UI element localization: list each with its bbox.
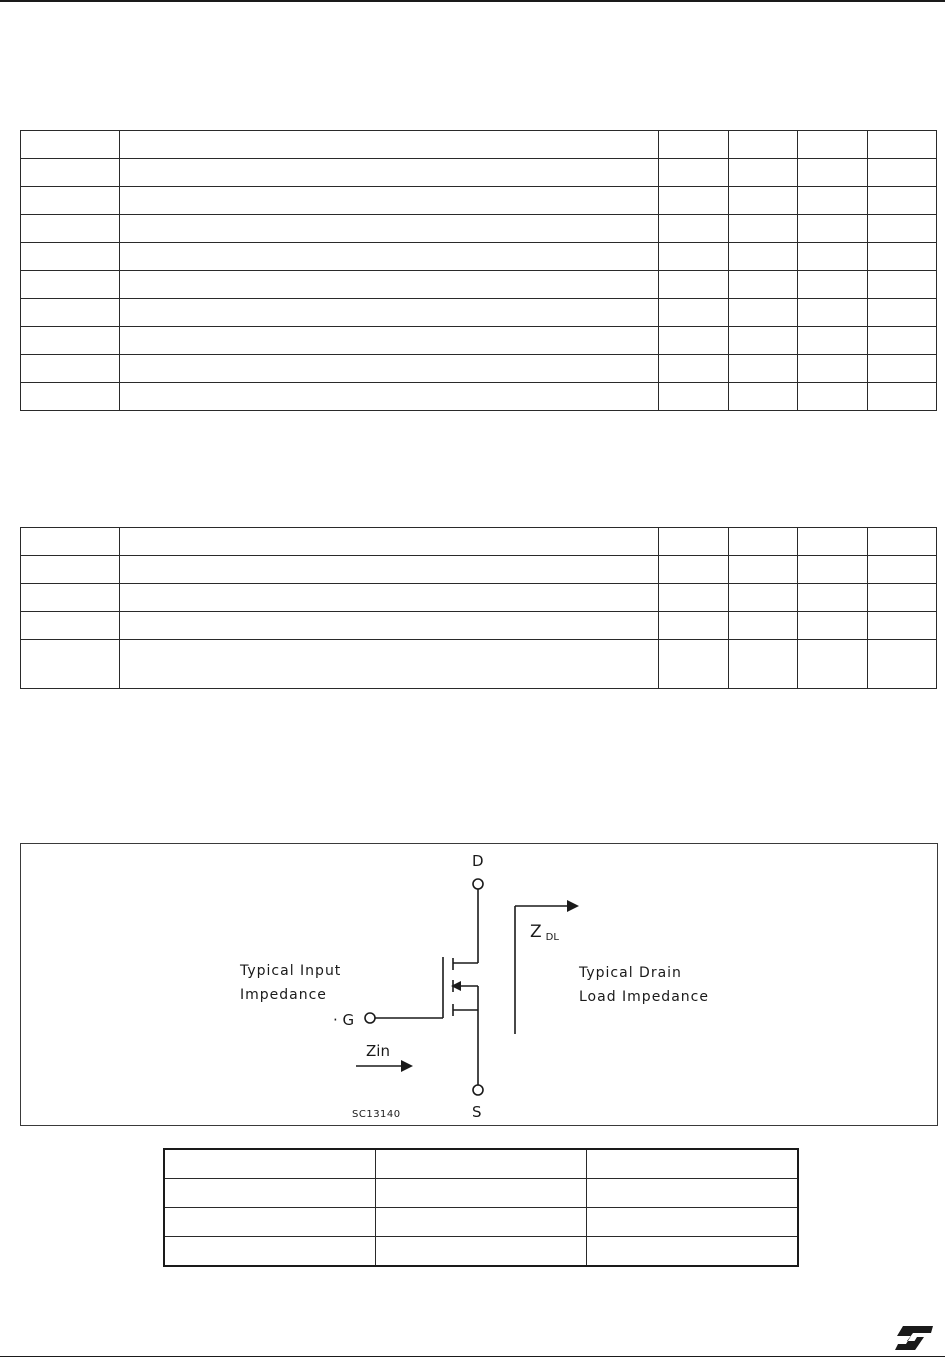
table-cell: [659, 187, 728, 215]
drain-label: D: [472, 852, 484, 870]
st-logo-icon: [893, 1324, 933, 1352]
table-cell: [659, 612, 728, 640]
table-cell: [21, 556, 120, 584]
table-cell: [728, 159, 797, 187]
drain-terminal: [473, 879, 483, 889]
table-row: [21, 383, 937, 411]
source-terminal: [473, 1085, 483, 1095]
table-cell: [867, 159, 936, 187]
table-cell: [867, 640, 936, 689]
table-cell: [867, 383, 936, 411]
table-row: [21, 299, 937, 327]
table-cell: [798, 243, 867, 271]
table-cell: [798, 299, 867, 327]
table-cell: [21, 299, 120, 327]
table-cell: [798, 327, 867, 355]
zin-arrowhead-icon: [401, 1060, 413, 1072]
table-cell: [376, 1179, 587, 1208]
table-cell: [659, 584, 728, 612]
table-cell: [867, 612, 936, 640]
table-cell: [728, 556, 797, 584]
table-cell: [659, 131, 728, 159]
table-cell: [798, 271, 867, 299]
table-row: [21, 271, 937, 299]
table-cell: [119, 159, 659, 187]
input-impedance-line1: Typical Input: [240, 963, 342, 979]
table-row: [164, 1208, 798, 1237]
impedance-figure: [20, 843, 938, 1126]
table-cell: [728, 131, 797, 159]
table-cell: [119, 299, 659, 327]
table-cell: [728, 355, 797, 383]
table-cell: [119, 640, 659, 689]
table-cell: [867, 327, 936, 355]
table-cell: [798, 640, 867, 689]
top-rule: [0, 0, 945, 2]
table-cell: [659, 327, 728, 355]
table-cell: [867, 215, 936, 243]
table-cell: [164, 1237, 376, 1267]
table-cell: [867, 556, 936, 584]
table-cell: [659, 159, 728, 187]
drain-load-line1: Typical Drain: [579, 965, 682, 981]
table-cell: [728, 612, 797, 640]
table-cell: [728, 584, 797, 612]
table-cell: [21, 584, 120, 612]
table-row: [21, 556, 937, 584]
table-cell: [21, 528, 120, 556]
drain-load-line2: Load Impedance: [579, 989, 709, 1005]
table-cell: [659, 528, 728, 556]
table-cell: [587, 1149, 799, 1179]
table-cell: [798, 159, 867, 187]
table-row: [21, 327, 937, 355]
table-cell: [587, 1179, 799, 1208]
table-cell: [21, 243, 120, 271]
table-cell: [164, 1208, 376, 1237]
table-cell: [867, 584, 936, 612]
table-cell: [164, 1179, 376, 1208]
table-cell: [798, 584, 867, 612]
gate-label: · G: [333, 1011, 355, 1029]
table-cell: [376, 1149, 587, 1179]
table-cell: [587, 1237, 799, 1267]
table-cell: [728, 640, 797, 689]
table-cell: [798, 355, 867, 383]
table-cell: [587, 1208, 799, 1237]
table-cell: [119, 243, 659, 271]
table-cell: [798, 187, 867, 215]
table-cell: [798, 215, 867, 243]
electrical-characteristics-table: [20, 130, 937, 411]
table-cell: [798, 383, 867, 411]
table-cell: [119, 327, 659, 355]
table-cell: [728, 299, 797, 327]
table-cell: [728, 383, 797, 411]
table-cell: [119, 383, 659, 411]
table-cell: [798, 612, 867, 640]
table-cell: [21, 131, 120, 159]
table-cell: [728, 243, 797, 271]
table-cell: [21, 271, 120, 299]
table-cell: [119, 215, 659, 243]
table-row: [164, 1149, 798, 1179]
table-cell: [728, 215, 797, 243]
table-cell: [21, 640, 120, 689]
table-cell: [119, 584, 659, 612]
table-row: [21, 528, 937, 556]
table-row: [21, 640, 937, 689]
table-cell: [164, 1149, 376, 1179]
table-row: [164, 1237, 798, 1267]
table-cell: [21, 187, 120, 215]
table-cell: [867, 528, 936, 556]
table-cell: [119, 612, 659, 640]
table-cell: [119, 131, 659, 159]
table-cell: [728, 271, 797, 299]
table-cell: [119, 528, 659, 556]
table-cell: [21, 612, 120, 640]
table-cell: [659, 383, 728, 411]
table-row: [21, 243, 937, 271]
table-cell: [376, 1208, 587, 1237]
table-row: [21, 612, 937, 640]
impedance-data-table: [163, 1148, 799, 1267]
table-cell: [119, 271, 659, 299]
figure-code: SC13140: [352, 1109, 401, 1120]
table-cell: [728, 528, 797, 556]
table-cell: [21, 215, 120, 243]
table-cell: [798, 556, 867, 584]
table-cell: [659, 215, 728, 243]
table-cell: [659, 640, 728, 689]
table-cell: [659, 243, 728, 271]
table-cell: [659, 271, 728, 299]
table-cell: [659, 299, 728, 327]
table-cell: [728, 327, 797, 355]
table-cell: [21, 327, 120, 355]
table-cell: [798, 528, 867, 556]
table-cell: [21, 355, 120, 383]
table-cell: [376, 1237, 587, 1267]
table-row: [21, 584, 937, 612]
table-row: [21, 131, 937, 159]
table-cell: [867, 355, 936, 383]
bottom-rule: [0, 1356, 945, 1357]
table-cell: [21, 383, 120, 411]
table-cell: [867, 299, 936, 327]
table-cell: [21, 159, 120, 187]
table-cell: [867, 243, 936, 271]
input-impedance-line2: Impedance: [240, 987, 327, 1003]
table-cell: [119, 355, 659, 383]
zin-label: Zin: [366, 1042, 390, 1060]
table-row: [164, 1179, 798, 1208]
table-cell: [119, 187, 659, 215]
dynamic-characteristics-table: [20, 527, 937, 689]
table-cell: [867, 131, 936, 159]
source-label: S: [472, 1103, 482, 1121]
zdl-label: ZDL: [530, 922, 559, 943]
mosfet-schematic: [21, 844, 939, 1127]
table-cell: [798, 131, 867, 159]
zdl-arrowhead-icon: [567, 900, 579, 912]
table-cell: [659, 556, 728, 584]
table-cell: [659, 355, 728, 383]
gate-terminal: [365, 1013, 375, 1023]
table-row: [21, 159, 937, 187]
table-row: [21, 355, 937, 383]
table-cell: [867, 271, 936, 299]
table-row: [21, 215, 937, 243]
table-cell: [867, 187, 936, 215]
table-cell: [119, 556, 659, 584]
table-row: [21, 187, 937, 215]
table-cell: [728, 187, 797, 215]
